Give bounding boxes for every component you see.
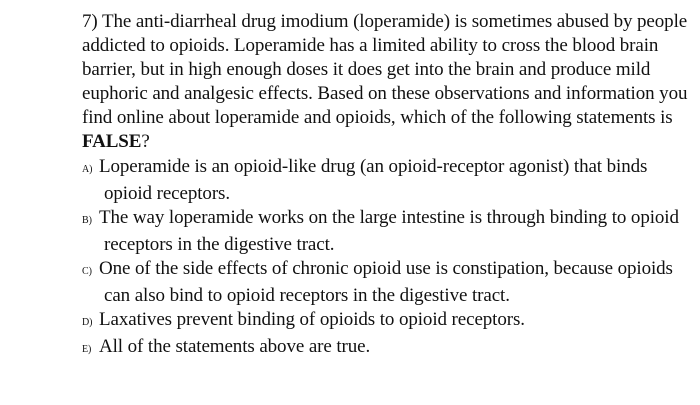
answer-option-e[interactable] [82, 335, 692, 362]
option-text: One of the side effects of chronic opioid use is constipation, because opioids can also bind to opioid receptors in the digestive tract. [99, 257, 673, 307]
answer-option-d[interactable] [82, 308, 692, 335]
option-letter: C) [82, 265, 92, 277]
option-text: Loperamide is an opioid-like drug (an opioid-receptor agonist) that binds opioid receptors. [99, 155, 648, 204]
option-letter: A) [82, 163, 93, 175]
option-text: The way loperamide works on the large intestine is through binding to opioid receptors in the digestive tract. [99, 206, 679, 255]
question-block [82, 10, 692, 362]
question-suffix: ? [141, 131, 150, 153]
question-number: 7) [82, 11, 98, 32]
answer-option-a[interactable] [82, 155, 692, 206]
question-body: The anti-diarrheal drug imodium (loperamide) is sometimes abused by people addicted to opioids. Loperamide has a limited ability to cross the blood brain barrier, but in high enough doses it does get into the brain and produce mild euphoric and analgesic effects. Based on these observations and information you find online about loperamide and opioids, which of the following statements is [82, 11, 688, 129]
answer-option-c[interactable] [82, 257, 692, 308]
option-letter: E) [82, 344, 92, 356]
option-letter: D) [82, 317, 93, 329]
option-letter: B) [82, 214, 92, 226]
question-emphasis: FALSE [82, 131, 142, 153]
answer-options [82, 155, 692, 363]
answer-option-b[interactable] [82, 206, 692, 257]
option-text: All of the statements above are true. [99, 336, 371, 358]
question-text [82, 10, 692, 155]
option-text: Laxatives prevent binding of opioids to opioid receptors. [99, 309, 525, 331]
